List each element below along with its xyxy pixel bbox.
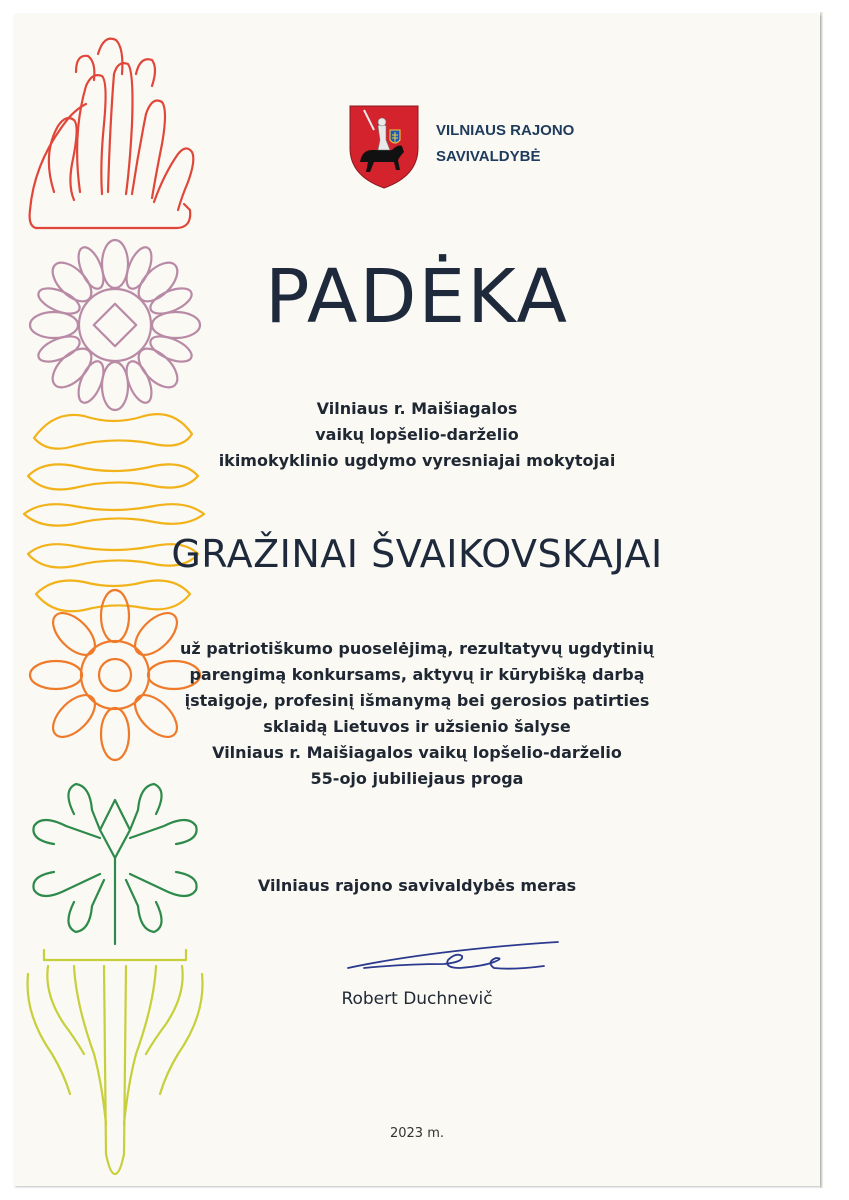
reason-line: Vilniaus r. Maišiagalos vaikų lopšelio-darželio (212, 743, 622, 762)
recipient-line: ikimokyklinio ugdymo vyresniajai mokytojai (218, 451, 616, 470)
org-line-2: SAVIVALDYBĖ (436, 148, 541, 165)
signer-role: Vilniaus rajono savivaldybės meras (257, 876, 577, 895)
ornament-red-fan (30, 39, 194, 228)
document-year: 2023 m. (389, 1126, 444, 1141)
reason-line: įstaigoje, profesinį išmanymą bei gerosios patirties (184, 691, 650, 710)
reason-line: 55-ojo jubiliejaus proga (310, 769, 524, 788)
reason-line: parengimą konkursams, aktyvų ir kūrybišką darbą (189, 665, 645, 684)
header (344, 100, 664, 190)
folk-ornament (14, 14, 224, 1186)
certificate-page (14, 14, 820, 1186)
ornament-green-star (33, 784, 196, 944)
document-title: PADĖKA (264, 254, 570, 340)
recipient-line: vaikų lopšelio-darželio (315, 425, 519, 444)
recipient-line: Vilniaus r. Maišiagalos (316, 399, 518, 418)
organization-name (436, 118, 574, 170)
reason-line: sklaidą Lietuvos ir užsienio šalyse (263, 717, 571, 736)
coat-of-arms-icon (344, 100, 424, 190)
page-edge-shadow (820, 12, 823, 1188)
signer-name: Robert Duchnevič (341, 989, 493, 1009)
reason-line: už patriotiškumo puoselėjimą, rezultatyvų ugdytinių (179, 639, 655, 658)
recipient-name: GRAŽINAI ŠVAIKOVSKAJAI (171, 532, 663, 576)
org-line-1: VILNIAUS RAJONO (436, 122, 575, 139)
handwritten-signature (344, 934, 564, 984)
recipient-description (14, 396, 820, 474)
reason-text (14, 636, 820, 792)
